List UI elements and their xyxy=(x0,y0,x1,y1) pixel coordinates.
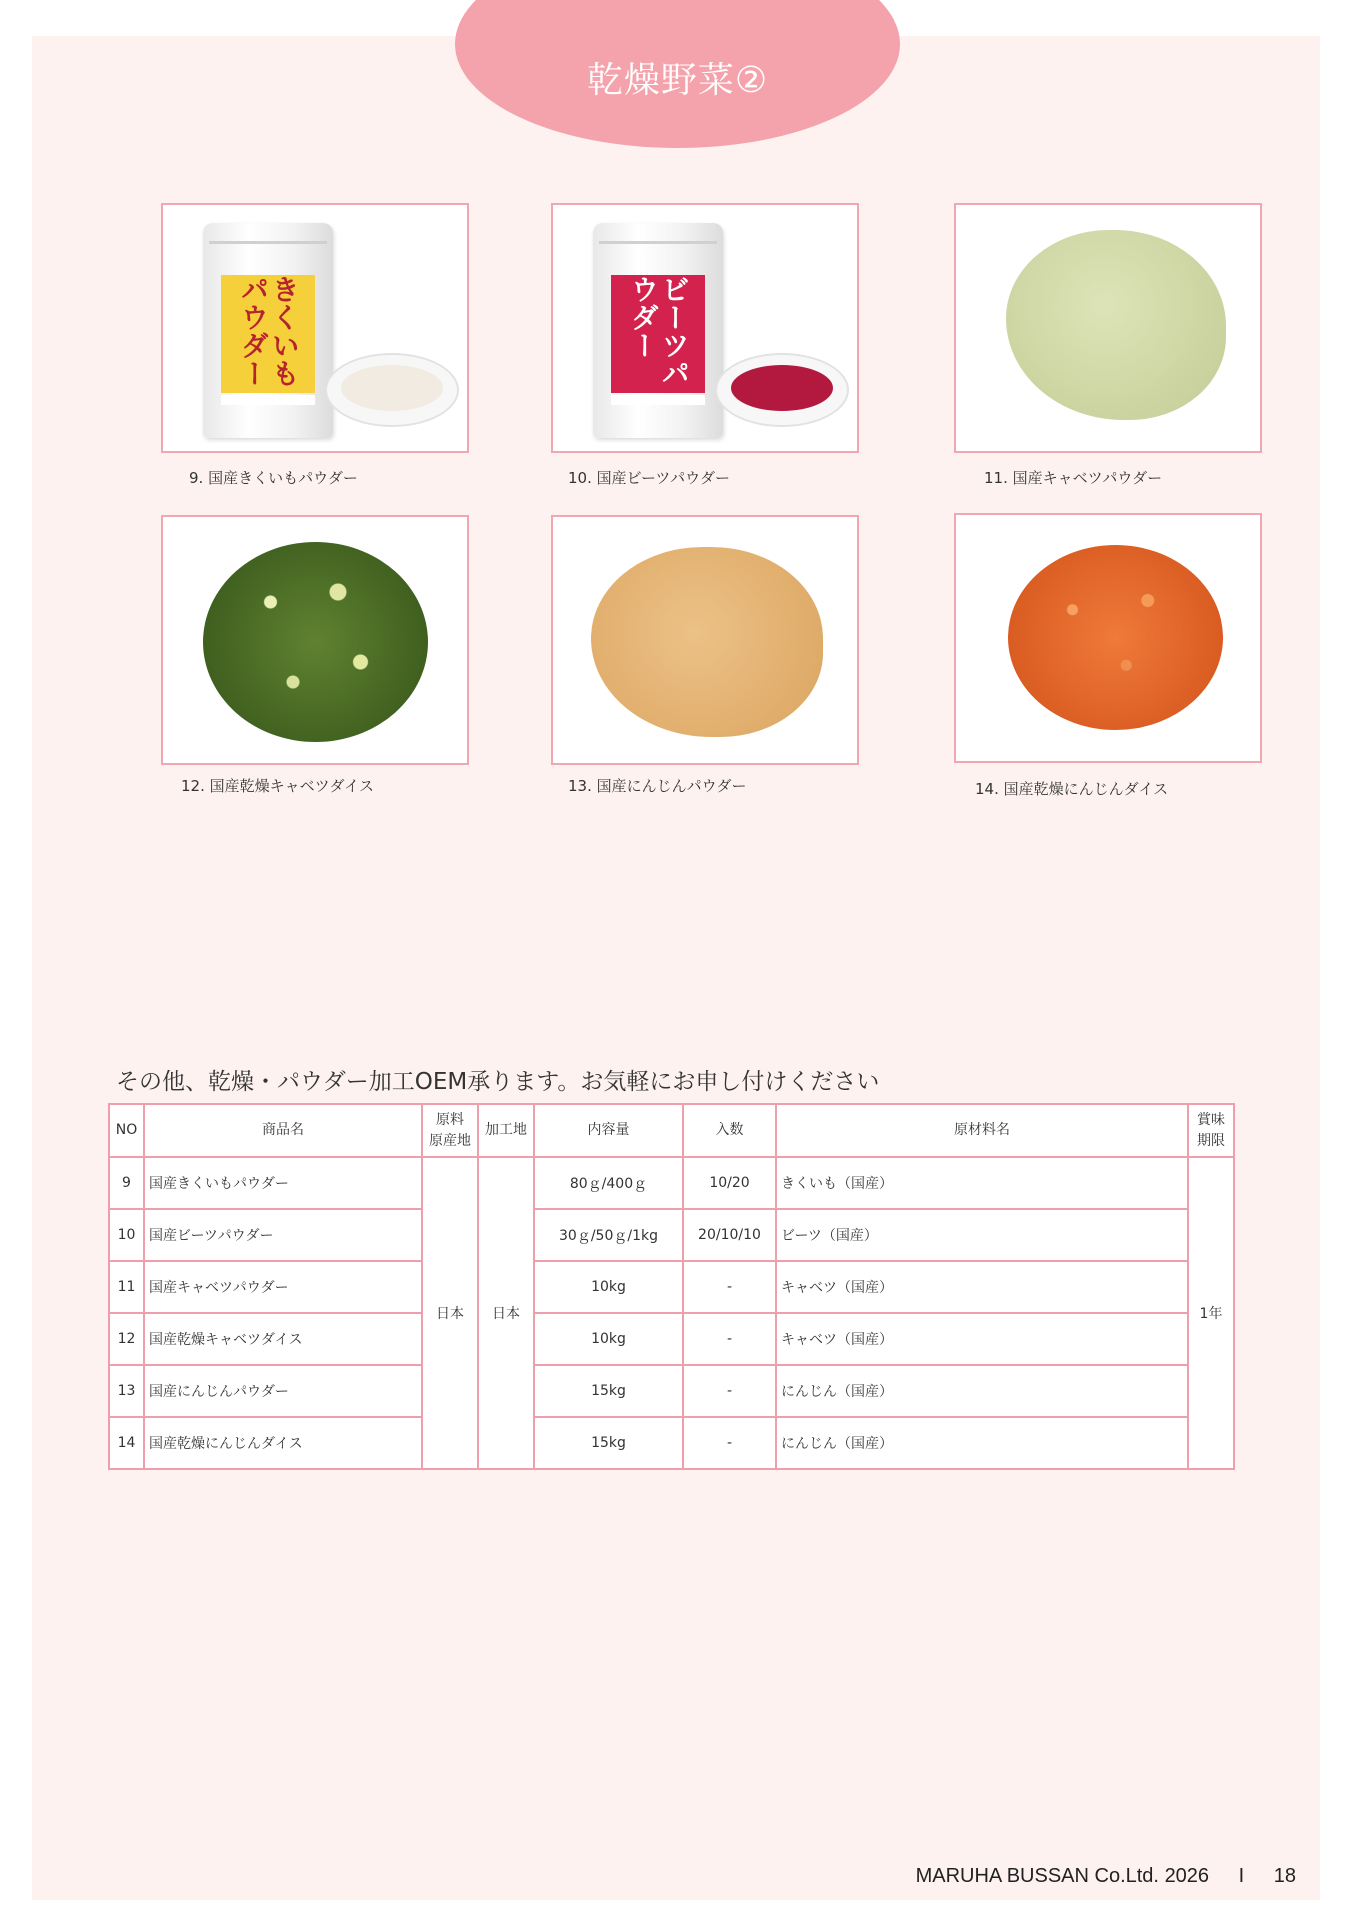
cabbage-pile xyxy=(203,542,428,742)
product-photo-dried-carrot-dice xyxy=(954,513,1262,763)
cell-processing: 日本 xyxy=(478,1157,534,1469)
pouch-label: きくいもパウダー xyxy=(221,275,315,393)
table-row xyxy=(109,1417,1234,1469)
company-name: MARUHA BUSSAN Co.Ltd. xyxy=(915,1865,1159,1887)
powder-bowl xyxy=(715,353,849,427)
footer-separator: I xyxy=(1238,1865,1245,1887)
table-row xyxy=(109,1157,1234,1209)
cell-content: 15kg xyxy=(534,1417,683,1469)
page-title: 乾燥野菜② xyxy=(586,60,769,101)
oem-heading: その他、乾燥・パウダー加工OEM承ります。お気軽にお申し付けください xyxy=(116,1069,880,1095)
cell-material: にんじん（国産） xyxy=(776,1417,1188,1469)
product-photo-cabbage-powder xyxy=(954,203,1262,453)
header-content: 内容量 xyxy=(534,1104,683,1157)
cell-qty: 20/10/10 xyxy=(683,1209,776,1261)
table-row xyxy=(109,1261,1234,1313)
product-pouch xyxy=(593,223,723,438)
header-qty: 入数 xyxy=(683,1104,776,1157)
cell-content: 30ｇ/50ｇ/1kg xyxy=(534,1209,683,1261)
product-photo-beet-powder xyxy=(551,203,859,453)
pouch-label: ビーツパウダー xyxy=(611,275,705,393)
footer-year: 2026 xyxy=(1164,1865,1210,1887)
product-photo-dried-cabbage-dice xyxy=(161,515,469,765)
product-caption: 12. 国産乾燥キャベツダイス xyxy=(181,777,375,795)
header-origin: 原料 原産地 xyxy=(422,1104,478,1157)
cell-no: 13 xyxy=(109,1365,144,1417)
table-row xyxy=(109,1209,1234,1261)
cell-material: キャベツ（国産） xyxy=(776,1261,1188,1313)
cell-no: 10 xyxy=(109,1209,144,1261)
cell-qty: - xyxy=(683,1261,776,1313)
product-caption: 9. 国産きくいもパウダー xyxy=(189,469,358,487)
powder-pile xyxy=(1006,230,1226,420)
cell-content: 10kg xyxy=(534,1261,683,1313)
header-processing: 加工地 xyxy=(478,1104,534,1157)
cell-qty: - xyxy=(683,1417,776,1469)
table-row xyxy=(109,1365,1234,1417)
cell-no: 12 xyxy=(109,1313,144,1365)
cell-material: ビーツ（国産） xyxy=(776,1209,1188,1261)
product-photo-carrot-powder xyxy=(551,515,859,765)
cell-name: 国産ビーツパウダー xyxy=(144,1209,422,1261)
cell-content: 15kg xyxy=(534,1365,683,1417)
product-caption: 14. 国産乾燥にんじんダイス xyxy=(975,780,1169,798)
cell-no: 11 xyxy=(109,1261,144,1313)
cell-no: 14 xyxy=(109,1417,144,1469)
cell-qty: - xyxy=(683,1365,776,1417)
cell-origin: 日本 xyxy=(422,1157,478,1469)
product-photo-kikuimo-powder xyxy=(161,203,469,453)
header-name: 商品名 xyxy=(144,1104,422,1157)
cell-content: 80ｇ/400ｇ xyxy=(534,1157,683,1209)
page-number: 18 xyxy=(1273,1865,1296,1887)
powder-pile xyxy=(591,547,823,737)
table-header-row xyxy=(109,1104,1234,1157)
cell-name: 国産乾燥キャベツダイス xyxy=(144,1313,422,1365)
table-row xyxy=(109,1313,1234,1365)
product-caption: 10. 国産ビーツパウダー xyxy=(568,469,730,487)
cell-no: 9 xyxy=(109,1157,144,1209)
cell-qty: 10/20 xyxy=(683,1157,776,1209)
header-material: 原材料名 xyxy=(776,1104,1188,1157)
cell-material: キャベツ（国産） xyxy=(776,1313,1188,1365)
cell-content: 10kg xyxy=(534,1313,683,1365)
product-pouch xyxy=(203,223,333,438)
cell-material: きくいも（国産） xyxy=(776,1157,1188,1209)
product-caption: 11. 国産キャベツパウダー xyxy=(984,469,1163,487)
cell-name: 国産にんじんパウダー xyxy=(144,1365,422,1417)
cell-name: 国産キャベツパウダー xyxy=(144,1261,422,1313)
cell-shelf-life: 1年 xyxy=(1188,1157,1234,1469)
header-shelf-life: 賞味 期限 xyxy=(1188,1104,1234,1157)
cell-material: にんじん（国産） xyxy=(776,1365,1188,1417)
header-no: NO xyxy=(109,1104,144,1157)
cell-name: 国産きくいもパウダー xyxy=(144,1157,422,1209)
powder-bowl xyxy=(325,353,459,427)
carrot-pile xyxy=(1008,545,1223,730)
product-caption: 13. 国産にんじんパウダー xyxy=(568,777,747,795)
product-spec-table xyxy=(108,1103,1235,1470)
page-footer xyxy=(916,1865,1296,1888)
cell-qty: - xyxy=(683,1313,776,1365)
cell-name: 国産乾燥にんじんダイス xyxy=(144,1417,422,1469)
